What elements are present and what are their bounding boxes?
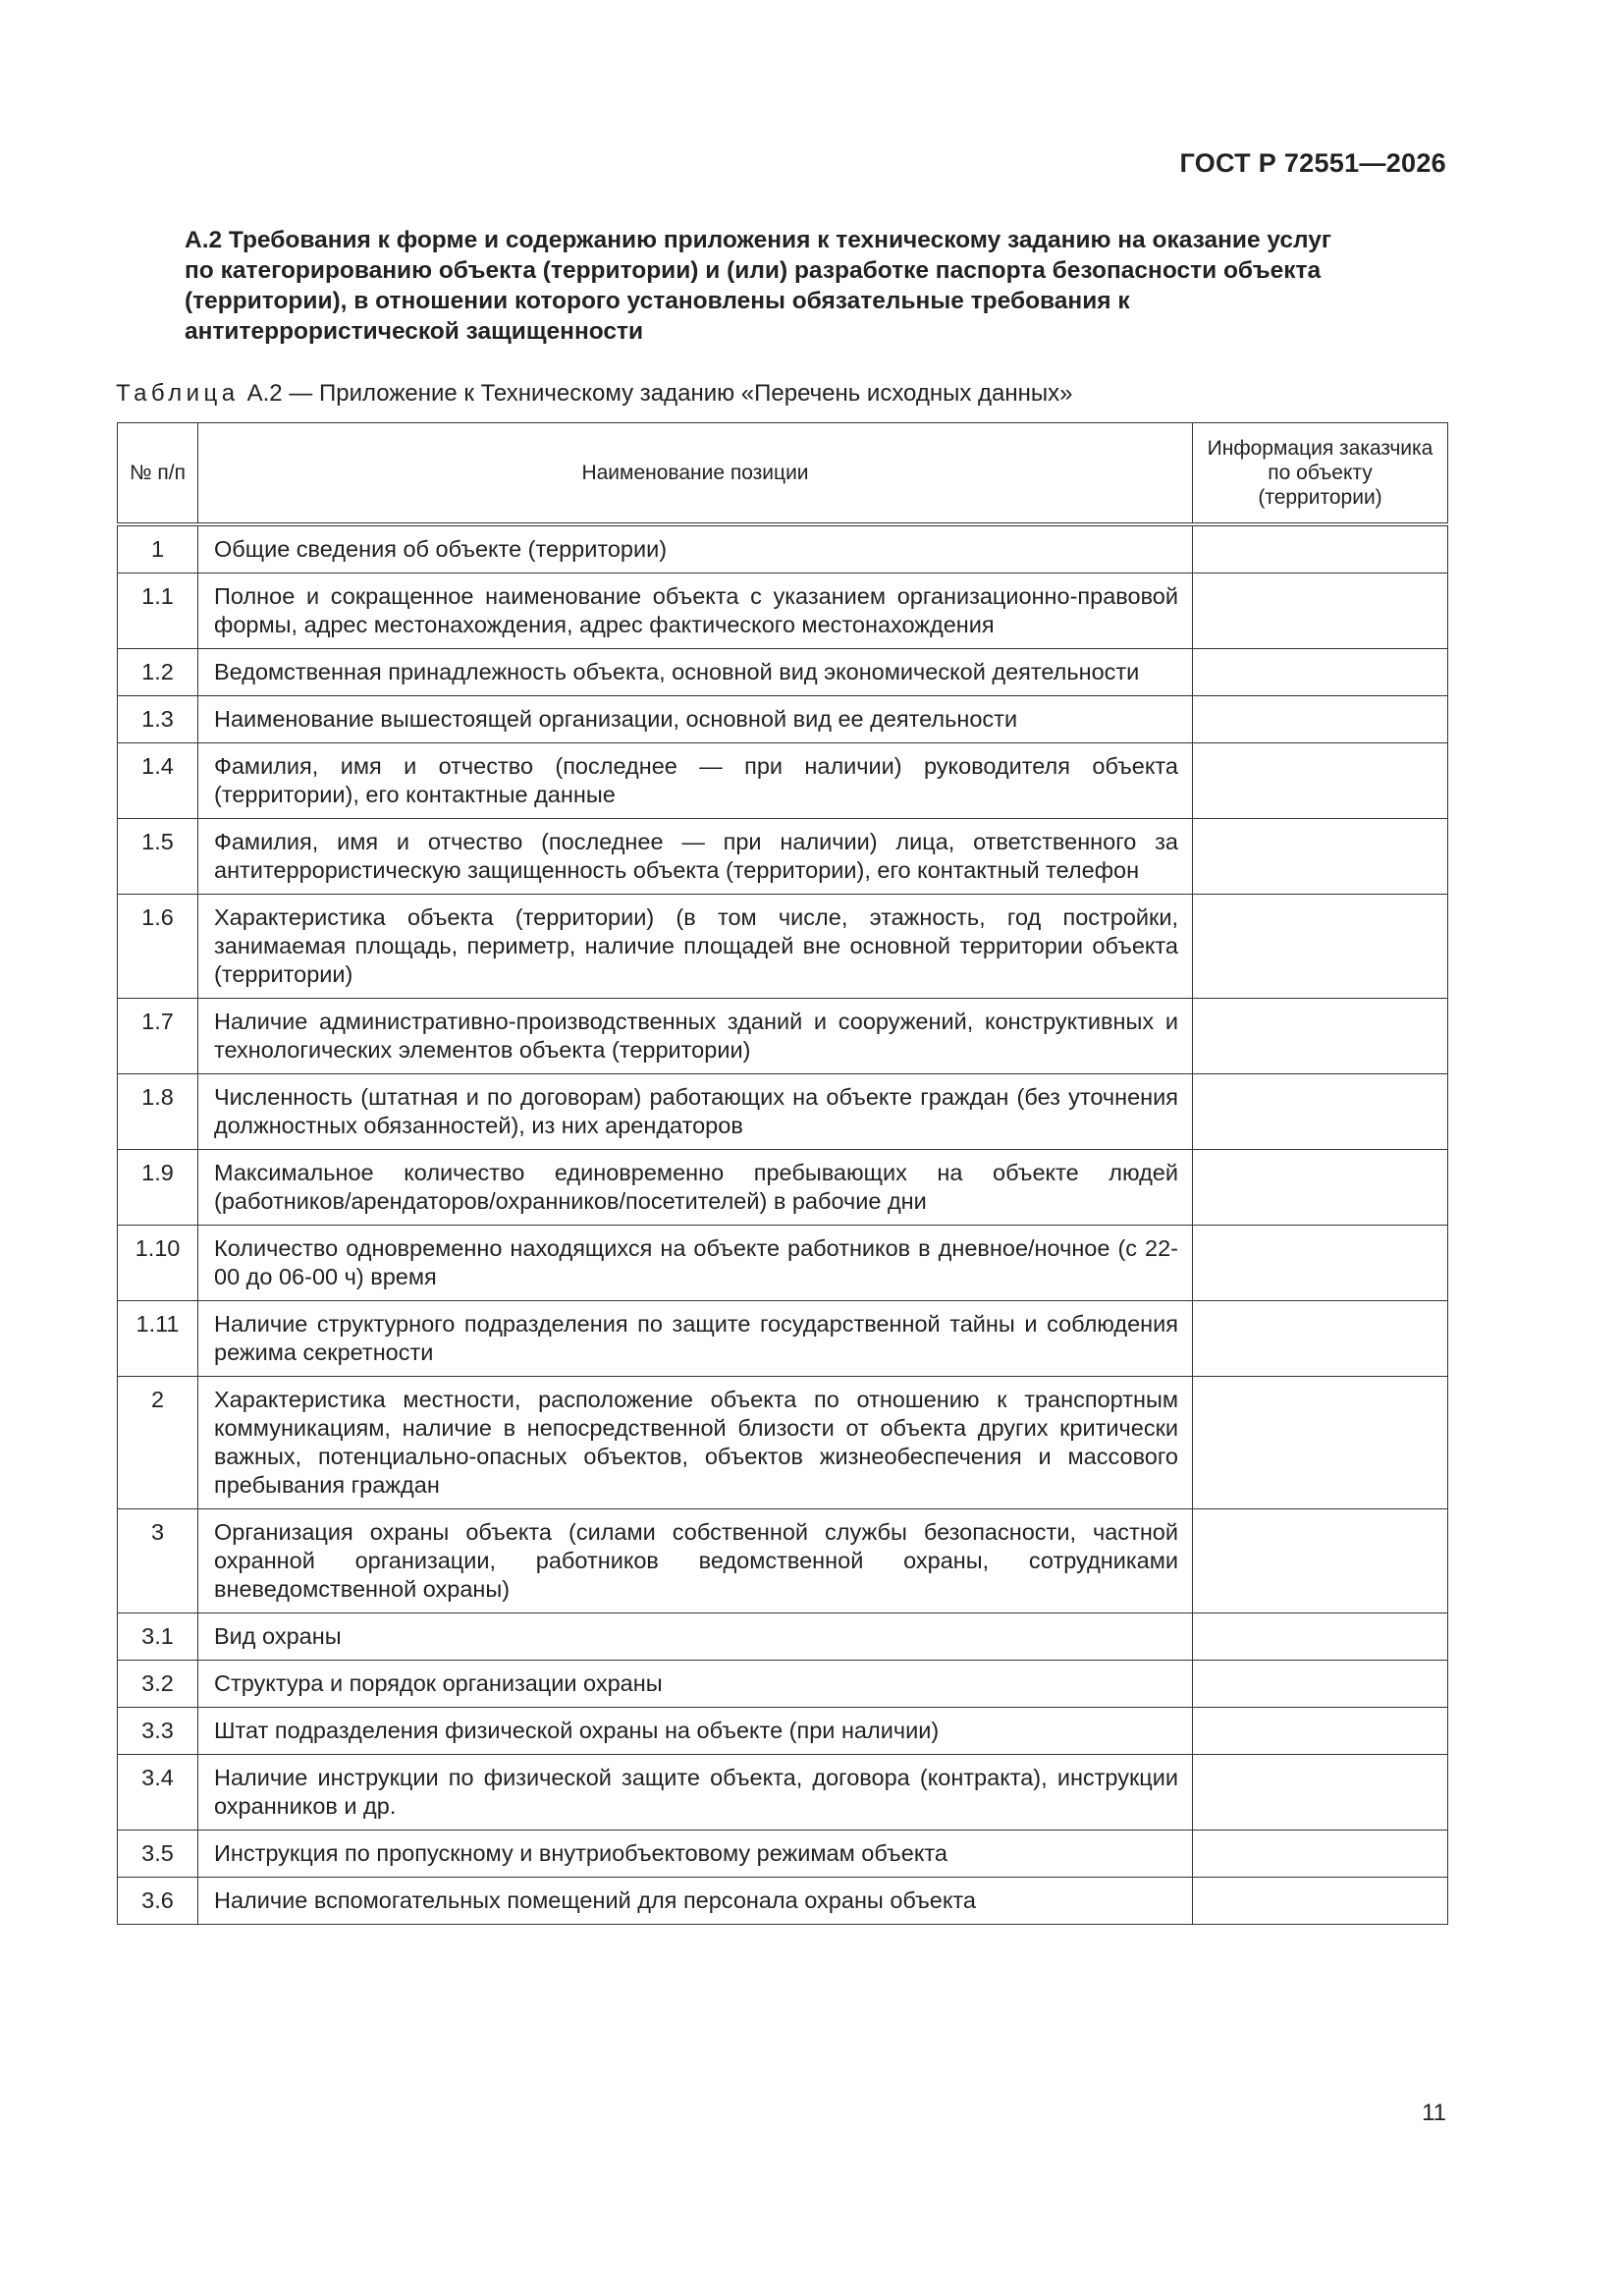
table-row [118, 524, 1448, 574]
row-info-cell [1193, 743, 1448, 819]
row-name-cell: Штат подразделения физической охраны на объекте (при наличии) [198, 1708, 1193, 1755]
row-info-cell [1193, 1301, 1448, 1377]
row-info-cell [1193, 1377, 1448, 1509]
row-number-cell: 1 [118, 524, 198, 574]
table-row [118, 1074, 1448, 1150]
row-name-cell: Характеристика объекта (территории) (в том числе, этажность, год постройки, занимаемая площадь, периметр, наличие площадей вне основной территории объекта (территории) [198, 895, 1193, 999]
row-info-cell [1193, 1661, 1448, 1708]
row-number-cell: 3.2 [118, 1661, 198, 1708]
table-row [118, 1150, 1448, 1226]
table-body [118, 524, 1448, 1925]
row-name-cell: Полное и сокращенное наименование объекта с указанием организационно-правовой формы, адрес местонахождения, адрес фактического местонахождения [198, 574, 1193, 649]
row-info-cell [1193, 1150, 1448, 1226]
table-row [118, 696, 1448, 743]
row-name-cell: Ведомственная принадлежность объекта, основной вид экономической деятельности [198, 649, 1193, 696]
row-info-cell [1193, 819, 1448, 895]
row-info-cell [1193, 1708, 1448, 1755]
row-name-cell: Организация охраны объекта (силами собственной службы безопасности, частной охранной организации, работников ведомственной охраны, сотрудниками вневедомственной охраны) [198, 1509, 1193, 1613]
row-number-cell: 1.6 [118, 895, 198, 999]
table-row [118, 1755, 1448, 1831]
row-info-cell [1193, 524, 1448, 574]
row-number-cell: 3.4 [118, 1755, 198, 1831]
table-header-row [118, 423, 1448, 525]
row-info-cell [1193, 1878, 1448, 1925]
source-data-table [117, 422, 1448, 1925]
table-row [118, 1301, 1448, 1377]
row-number-cell: 1.5 [118, 819, 198, 895]
table-row [118, 819, 1448, 895]
table-row [118, 1226, 1448, 1301]
row-number-cell: 1.11 [118, 1301, 198, 1377]
row-number-cell: 3.3 [118, 1708, 198, 1755]
row-name-cell: Наличие структурного подразделения по защите государственной тайны и соблюдения режима секретности [198, 1301, 1193, 1377]
row-info-cell [1193, 1831, 1448, 1878]
table-row [118, 1878, 1448, 1925]
row-info-cell [1193, 1226, 1448, 1301]
table-row [118, 649, 1448, 696]
row-info-cell [1193, 999, 1448, 1074]
row-name-cell: Наименование вышестоящей организации, основной вид ее деятельности [198, 696, 1193, 743]
row-name-cell: Наличие административно-производственных зданий и сооружений, конструктивных и технологических элементов объекта (территории) [198, 999, 1193, 1074]
row-number-cell: 1.3 [118, 696, 198, 743]
column-header-number: № п/п [118, 423, 198, 525]
table-row [118, 1377, 1448, 1509]
row-number-cell: 1.9 [118, 1150, 198, 1226]
table-caption [116, 379, 1073, 409]
table-row [118, 1509, 1448, 1613]
column-header-info: Информация заказчика по объекту (территории) [1193, 423, 1448, 525]
row-name-cell: Наличие инструкции по физической защите объекта, договора (контракта), инструкции охранников и др. [198, 1755, 1193, 1831]
row-name-cell: Наличие вспомогательных помещений для персонала охраны объекта [198, 1878, 1193, 1925]
table-row [118, 999, 1448, 1074]
row-number-cell: 3.5 [118, 1831, 198, 1878]
row-name-cell: Численность (штатная и по договорам) работающих на объекте граждан (без уточнения должностных обязанностей), из них арендаторов [198, 1074, 1193, 1150]
table-row [118, 574, 1448, 649]
section-heading: А.2 Требования к форме и содержанию приложения к техническому заданию на оказание услуг по категорированию объекта (территории) и (или) разработке паспорта безопасности объекта (территории), в отношении которого установлены обязательные требования к антитеррористической защищенности [185, 227, 1332, 345]
row-name-cell: Инструкция по пропускному и внутриобъектовому режимам объекта [198, 1831, 1193, 1878]
row-number-cell: 1.2 [118, 649, 198, 696]
row-info-cell [1193, 1613, 1448, 1661]
row-name-cell: Вид охраны [198, 1613, 1193, 1661]
row-name-cell: Фамилия, имя и отчество (последнее — при наличии) руководителя объекта (территории), его контактные данные [198, 743, 1193, 819]
table-row [118, 1708, 1448, 1755]
row-number-cell: 1.7 [118, 999, 198, 1074]
row-info-cell [1193, 1755, 1448, 1831]
standard-code: ГОСТ Р 72551—2026 [1179, 148, 1446, 178]
table-row [118, 1831, 1448, 1878]
row-number-cell: 1.1 [118, 574, 198, 649]
row-name-cell: Структура и порядок организации охраны [198, 1661, 1193, 1708]
row-number-cell: 2 [118, 1377, 198, 1509]
row-info-cell [1193, 895, 1448, 999]
row-info-cell [1193, 1074, 1448, 1150]
table-caption-text: А.2 — Приложение к Техническому заданию «Перечень исходных данных» [246, 380, 1073, 407]
row-name-cell: Максимальное количество единовременно пребывающих на объекте людей (работников/арендаторов/охранников/посетителей) в рабочие дни [198, 1150, 1193, 1226]
row-number-cell: 3 [118, 1509, 198, 1613]
row-number-cell: 3.6 [118, 1878, 198, 1925]
row-name-cell: Количество одновременно находящихся на объекте работников в дневное/ночное (с 22-00 до 06-00 ч) время [198, 1226, 1193, 1301]
row-name-cell: Характеристика местности, расположение объекта по отношению к транспортным коммуникациям, наличие в непосредственной близости от объекта других критически важных, потенциально-опасных объектов, объектов жизнеобеспечения и массового пребывания граждан [198, 1377, 1193, 1509]
row-info-cell [1193, 1509, 1448, 1613]
row-name-cell: Общие сведения об объекте (территории) [198, 524, 1193, 574]
row-number-cell: 1.10 [118, 1226, 198, 1301]
table-row [118, 743, 1448, 819]
row-info-cell [1193, 649, 1448, 696]
row-name-cell: Фамилия, имя и отчество (последнее — при наличии) лица, ответственного за антитеррористическую защищенность объекта (территории), его контактный телефон [198, 819, 1193, 895]
page-number: 11 [1422, 2100, 1446, 2126]
row-number-cell: 1.8 [118, 1074, 198, 1150]
table-caption-word: Таблица [116, 380, 240, 407]
table-row [118, 1613, 1448, 1661]
column-header-name: Наименование позиции [198, 423, 1193, 525]
table-row [118, 1661, 1448, 1708]
row-number-cell: 3.1 [118, 1613, 198, 1661]
table-row [118, 895, 1448, 999]
row-info-cell [1193, 696, 1448, 743]
row-info-cell [1193, 574, 1448, 649]
row-number-cell: 1.4 [118, 743, 198, 819]
